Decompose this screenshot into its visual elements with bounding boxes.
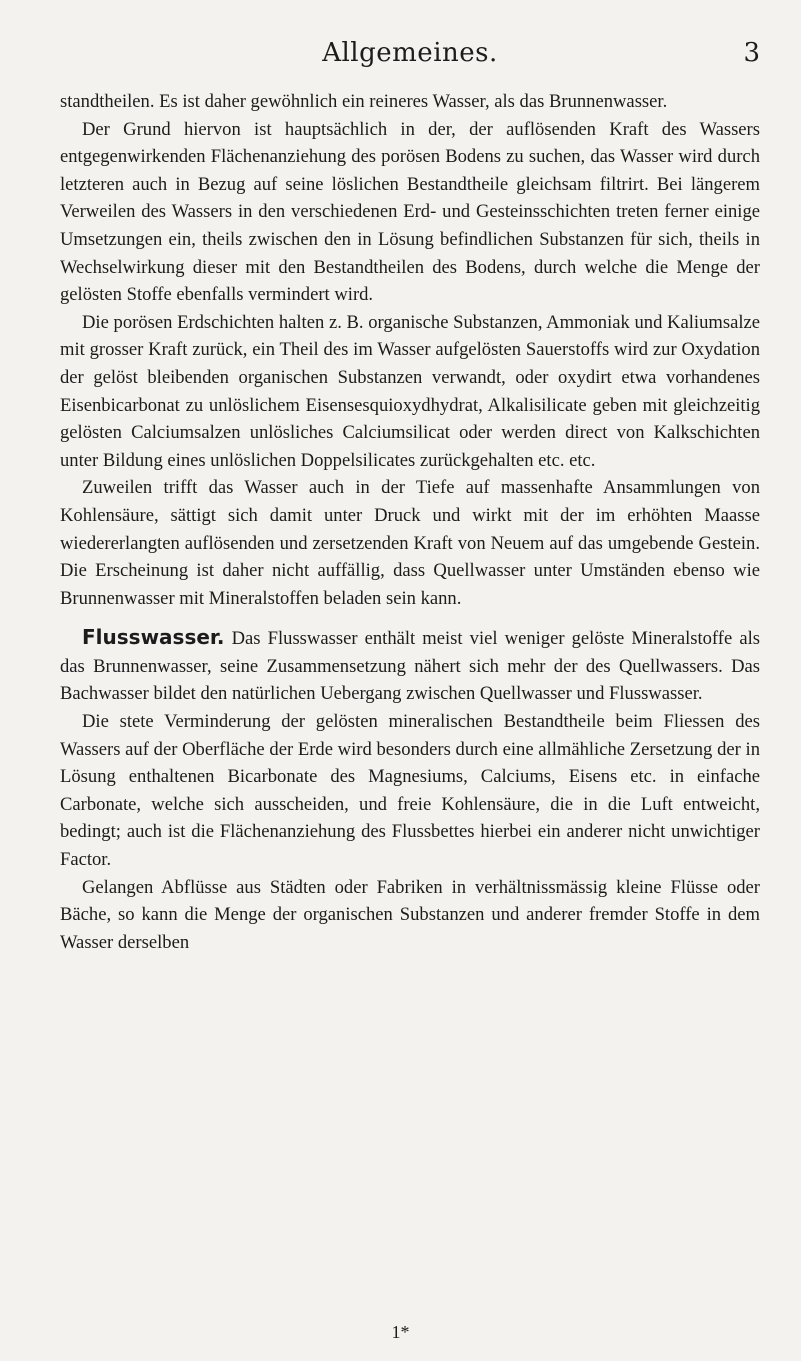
body-text: [60, 88, 760, 956]
section-heading: Flusswasser.: [82, 625, 225, 650]
paragraph: Gelangen Abflüsse aus Städten oder Fabriken in verhältnissmässig kleine Flüsse oder Bäche, so kann die Menge der organischen Substanzen und anderer fremder Stoffe in dem Wasser derselben: [60, 876, 760, 953]
signature-mark: 1*: [391, 1322, 410, 1342]
running-header: [60, 38, 760, 78]
running-title: Allgemeines.: [322, 38, 498, 68]
paragraph: Die porösen Erdschichten halten z. B. organische Substanzen, Ammoniak und Kaliumsalze mit grosser Kraft zurück, ein Theil des im Wasser aufgelösten Sauerstoffs wird zur Oxydation der gelöst bleibenden organischen Substanzen verwandt, oder oxydirt etwa vorhandenes Eisenbicarbonat zu unlöslichem Eisensesquioxydhydrat, Alkalisilicate geben mit gleichzeitig gelösten Calciumsalzen unlösliches Calciumsilicat oder werden direct von Kalkschichten unter Bildung eines unlöslichen Doppelsilicates zurückgehalten etc. etc.: [60, 311, 760, 471]
paragraph-continuation: standtheilen. Es ist daher gewöhnlich ein reineres Wasser, als das Brunnenwasser.: [60, 91, 668, 112]
paragraph: Die stete Verminderung der gelösten mineralischen Bestandtheile beim Fliessen des Wassers auf der Oberfläche der Erde wird besonders durch eine allmähliche Zersetzung der in Lösung enthaltenen Bicarbonate des Magnesiums, Calciums, Eisens etc. in einfache Carbonate, welche sich ausscheiden, und freie Kohlensäure, die in die Luft entweicht, bedingt; auch ist die Flächenanziehung des Flussbettes hierbei ein anderer nicht unwichtiger Factor.: [60, 711, 760, 871]
paragraph: Der Grund hiervon ist hauptsächlich in der, der auflösenden Kraft des Wassers entgegenwirkenden Flächenanziehung des porösen Bodens zu suchen, das Wasser wird durch letzteren auch in Bezug auf seine löslichen Bestandtheile gleichsam filtrirt. Bei längerem Verweilen des Wassers in den verschiedenen Erd- und Gesteinsschichten treten ferner einige Umsetzungen ein, theils zwischen den in Lösung befindlichen Substanzen für sich, theils in Wechselwirkung dieser mit den Bestandtheilen des Bodens, durch welche die Menge der gelösten Stoffe ebenfalls vermindert wird.: [60, 118, 760, 306]
page-number: 3: [743, 38, 760, 68]
section-paragraph-flusswasser: [60, 624, 760, 708]
paragraph: Zuweilen trifft das Wasser auch in der Tiefe auf massenhafte Ansammlungen von Kohlensäure, sättigt sich damit unter Druck und wirkt mit der im erhöhten Maasse wiedererlangten auflösenden und zersetzenden Kraft von Neuem auf das umgebende Gestein. Die Erscheinung ist daher nicht auffällig, dass Quellwasser unter Umständen ebenso wie Brunnenwasser mit Mineralstoffen beladen sein kann.: [60, 477, 760, 609]
section-lead-text: Das Flusswasser enthält meist viel weniger gelöste Mineralstoffe als das Brunnenwasser, seine Zusammensetzung nähert sich mehr der des Quellwassers. Das Bachwasser bildet den natürlichen Uebergang zwischen Quellwasser und Flusswasser.: [60, 628, 760, 705]
